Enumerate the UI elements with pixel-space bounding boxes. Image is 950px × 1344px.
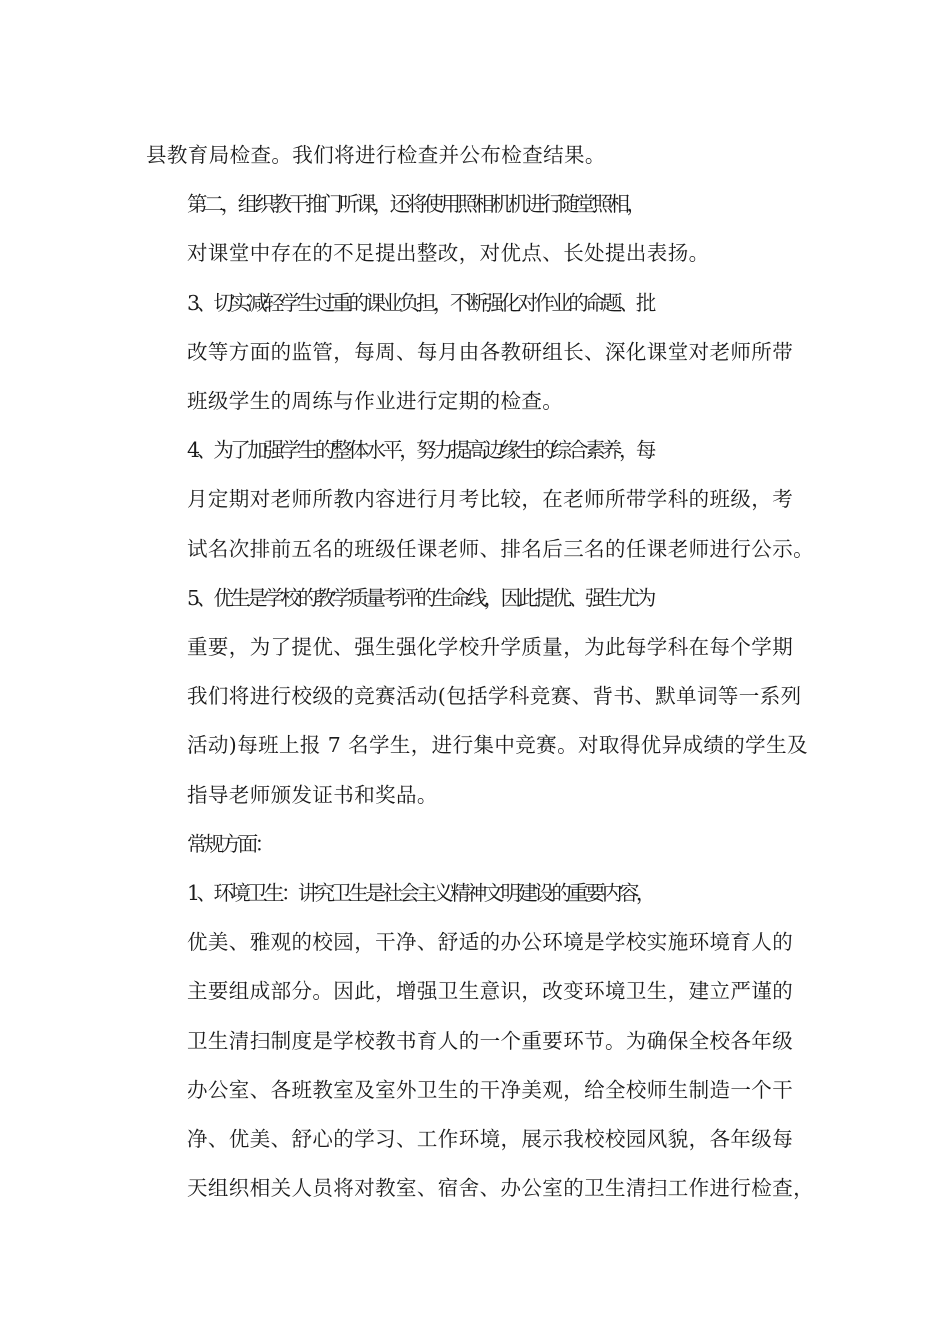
text-line: 3、切实减轻学生过重的课业负担，不断强化对作业的命题、批 [187,290,653,315]
text-line: 卫生清扫制度是学校教书育人的一个重要环节。为确保全校各年级 [187,1028,794,1053]
text-line: 月定期对老师所教内容进行月考比较，在老师所带学科的班级，考 [187,487,794,512]
paragraph [146,574,826,820]
paragraph [146,869,826,1213]
text-line: 办公室、各班教室及室外卫生的干净美观，给全校师生制造一个干 [187,1077,794,1102]
text-line: 4、为了加强学生的整体水平，努力提高边缘生的综合素养，每 [187,438,653,463]
paragraph [146,820,826,869]
paragraph [146,426,826,574]
text-line: 常规方面： [187,831,272,856]
text-line: 重要，为了提优、强生强化学校升学质量，为此每学科在每个学期 [187,635,794,660]
document-body [146,131,826,1213]
paragraph [146,180,826,278]
text-line: 优美、雅观的校园，干净、舒适的办公环境是学校实施环境育人的 [187,930,794,955]
text-line: 对课堂中存在的不足提出整改，对优点、长处提出表扬。 [187,241,710,266]
text-line: 净、优美、舒心的学习、工作环境，展示我校校园风貌，各年级每 [187,1127,794,1152]
text-line: 试名次排前五名的班级任课老师、排名后三名的任课老师进行公示。 [187,536,814,561]
text-line: 指导老师颁发证书和奖品。 [187,782,438,807]
text-line: 第二，组织教干推门听课，还将使用照相机机进行随堂照相， [187,192,644,217]
text-line: 天组织相关人员将对教室、宿舍、办公室的卫生清扫工作进行检查， [187,1176,814,1201]
text-line: 1、环境卫生：讲究卫生是社会主义精神文明建设的重要内容， [187,881,653,906]
text-line: 活动)每班上报 7 名学生，进行集中竞赛。对取得优异成绩的学生及 [187,733,808,758]
text-line: 5、优生是学校的教学质量考评的生命线，因此提优、强生尤为 [187,585,653,610]
text-line: 班级学生的周练与作业进行定期的检查。 [187,389,564,414]
text-line: 县教育局检查。我们将进行检查并公布检查结果。 [146,143,606,167]
text-line: 改等方面的监管，每周、每月由各教研组长、深化课堂对老师所带 [187,339,794,364]
paragraph [146,279,826,427]
paragraph [146,131,826,180]
text-line: 我们将进行校级的竞赛活动(包括学科竞赛、背书、默单词等一系列 [187,684,802,709]
text-line: 主要组成部分。因此，增强卫生意识，改变环境卫生，建立严谨的 [187,979,794,1004]
